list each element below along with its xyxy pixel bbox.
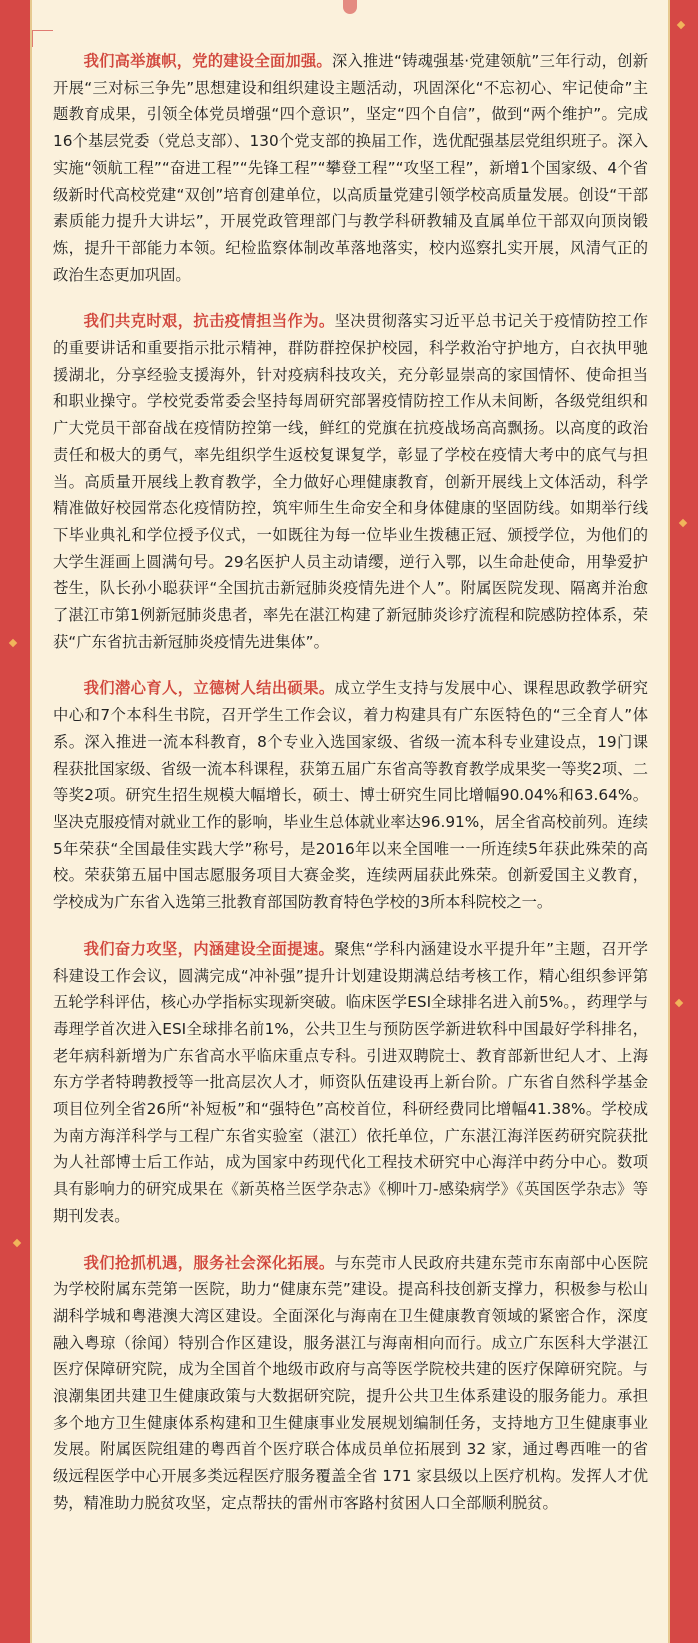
section-heading: 我们奋力攻坚，内涵建设全面提速。 [83, 939, 335, 958]
sparkle-icon [677, 21, 685, 29]
section-heading: 我们潜心育人，立德树人结出硕果。 [83, 679, 335, 698]
section-discipline-construction [53, 936, 648, 1230]
section-epidemic-fight [53, 308, 648, 655]
section-heading: 我们高举旗帜，党的建设全面加强。 [83, 52, 332, 70]
top-ornament-icon [343, 0, 357, 14]
section-social-service [53, 1250, 648, 1517]
section-text: 坚决贯彻落实习近平总书记关于疫情防控工作的重要讲话和重要指示批示精神，群防群控保护校园，科学救治守护地方，白衣执甲驰援湖北，分享经验支援海外，针对疫病科技攻关，充分彰显崇高的家国情怀、使命担当和职业操守。学校党委常委会坚持每周研究部署疫情防控工作从未间断，各级党组织和广大党员干部奋战在疫情防控第一线，鲜红的党旗在抗疫战场高高飘扬。以高度的政治责任和极大的勇气，率先组织学生返校复课复学，彰显了学校在疫情大考中的底气与担当。高质量开展线上教育教学，全力做好心理健康教育，创新开展线上文体活动，科学精准做好校园常态化疫情防控，筑牢师生生命安全和身体健康的坚固防线。如期举行线下毕业典礼和学位授予仪式，一如既往为每一位毕业生拨穗正冠、颁授学位，为他们的大学生涯画上圆满句号。29名医护人员主动请缨，逆行入鄂，以生命赴使命，用挚爱护苍生，队长孙小聪获评“全国抗击新冠肺炎疫情先进个人”。附属医院发现、隔离并治愈了湛江市第1例新冠肺炎患者，率先在湛江构建了新冠肺炎诊疗流程和院感防控体系，荣获“广东省抗击新冠肺炎疫情先进集体”。 [53, 312, 648, 651]
sparkle-icon [9, 639, 17, 647]
section-education [53, 675, 648, 915]
section-text: 深入推进“铸魂强基·党建领航”三年行动，创新开展“三对标三争先”思想建设和组织建设主题活动，巩固深化“不忘初心、牢记使命”主题教育成果，引领全体党员增强“四个意识”，坚定“四个自信”，做到“两个维护”。完成16个基层党委（党总支部）、130个党支部的换届工作，选优配强基层党组织班子。深入实施“领航工程”“奋进工程”“先锋工程”“攀登工程”“攻坚工程”，新增1个国家级、4个省级新时代高校党建“双创”培育创建单位，以高质量党建引领学校高质量发展。创设“干部素质能力提升大讲坛”，开展党政管理部门与教学科研教辅及直属单位干部双向顶岗锻炼，提升干部能力本领。纪检监察体制改革落地落实，校内巡察扎实开展，风清气正的政治生态更加巩固。 [53, 52, 648, 284]
left-red-border [0, 0, 30, 1643]
corner-ornament-icon [32, 30, 53, 47]
sparkle-icon [13, 1239, 21, 1247]
section-text: 成立学生支持与发展中心、课程思政教学研究中心和7个本科生书院，召开学生工作会议，着力构建具有广东医特色的“三全育人”体系。深入推进一流本科教育，8个专业入选国家级、省级一流本科专业建设点，19门课程获批国家级、省级一流本科课程，获第五届广东省高等教育教学成果奖一等奖2项、二等奖2项。研究生招生规模大幅增长，硕士、博士研究生同比增幅90.04%和63.64%。坚决克服疫情对就业工作的影响，毕业生总体就业率达96.91%，居全省高校前列。连续5年荣获“全国最佳实践大学”称号，是2016年以来全国唯一一所连续5年获此殊荣的高校。荣获第五届中国志愿服务项目大赛金奖，连续两届获此殊荣。创新爱国主义教育，学校成为广东省入选第三批教育部国防教育特色学校的3所本科院校之一。 [53, 679, 648, 912]
section-text: 聚焦“学科内涵建设水平提升年”主题，召开学科建设工作会议，圆满完成“冲补强”提升计划建设期满总结考核工作，精心组织参评第五轮学科评估，核心办学指标实现新突破。临床医学ESI全球排名进入前5%。，药理学与毒理学首次进入ESI全球排名前1%，公共卫生与预防医学新进软科中国最好学科排名，老年病科新增为广东省高水平临床重点专科。引进双聘院士、教育部新世纪人才、上海东方学者特聘教授等一批高层次人才，师资队伍建设再上新台阶。广东省自然科学基金项目位列全省26所“补短板”和“强特色”高校首位，科研经费同比增幅41.38%。学校成为南方海洋科学与工程广东省实验室（湛江）依托单位，广东湛江海洋医药研究院获批为人社部博士后工作站，成为国家中药现代化工程技术研究中心海洋中药分中心。数项具有影响力的研究成果在《新英格兰医学杂志》《柳叶刀-感染病学》《英国医学杂志》等期刊发表。 [53, 939, 648, 1225]
sparkle-icon [679, 519, 687, 527]
section-text: 与东莞市人民政府共建东莞市东南部中心医院为学校附属东莞第一医院，助力“健康东莞”建设。提高科技创新支撑力，积极参与松山湖科学城和粤港澳大湾区建设。全面深化与海南在卫生健康教育领域的紧密合作，深度融入粤琼（徐闻）特别合作区建设，服务湛江与海南相向而行。成立广东医科大学湛江医疗保障研究院，成为全国首个地级市政府与高等医学院校共建的医疗保障研究院。与浪潮集团共建卫生健康政策与大数据研究院，提升公共卫生体系建设的服务能力。承担多个地方卫生健康体系构建和卫生健康事业发展规划编制任务，支持地方卫生健康事业发展。附属医院组建的粤西首个医疗联合体成员单位拓展到 32 家，通过粤西唯一的省级远程医学中心开展多类远程医疗服务覆盖全省 171 家县级以上医疗机构。发挥人才优势，精准助力脱贫攻坚，定点帮扶的雷州市客路村贫困人口全部顺利脱贫。 [53, 1253, 648, 1512]
article-body [53, 48, 648, 1537]
section-party-building [53, 48, 648, 288]
section-heading: 我们共克时艰，抗击疫情担当作为。 [83, 312, 335, 331]
right-red-border [668, 0, 698, 1643]
sparkle-icon [675, 999, 683, 1007]
section-heading: 我们抢抓机遇，服务社会深化拓展。 [83, 1253, 335, 1272]
